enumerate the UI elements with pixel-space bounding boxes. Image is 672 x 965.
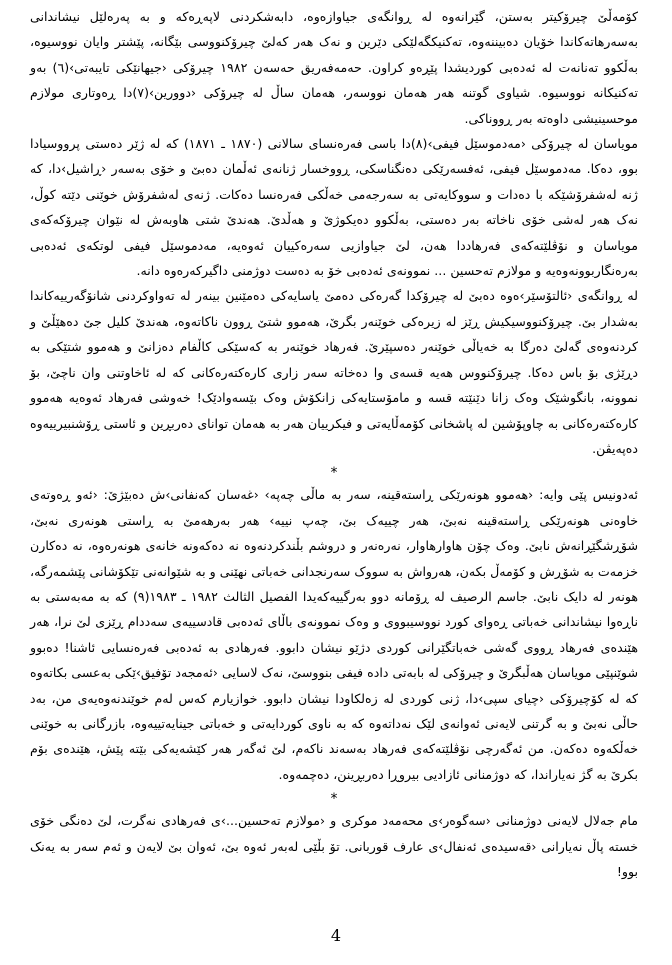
paragraph: لە ڕوانگەی ‹ئالتۆسێر›ەوە دەبێ لە چیرۆکدا گەرەکی دەمێ یاسایەکی دەمێنین بینەر لە تەواوکردنی شانۆگەرییەکاندا بەشدار بێ. چیرۆکنووسیکیش ڕێز لە زیرەکی خوێنەر بگرێ، هەموو شتێ ڕوون ناکاتەوە، هەندێ کلیل جێ دەهێڵێ و کردنەوەی گەلێ دەرگا بە خەیاڵی خوێنەر دەسپێرێ. فەرهاد خوێنەر بە کەسێکی کاڵفام دەزانێ و هەموو شتێکی بە دڕێژی بۆ باس دەکا. چیرۆکنووس هەیە قسەی وا دەخاتە سەر زاری کارەکتەرەکانی کە لە ئاخاوتنی وان ناچێ، بۆ نموونە، بانگوشێک وەک زانا دێنێتە قسە و مامۆستایەکی زانکۆش وەک بێسەوادێک! خەوشی فەرهاد ئەوەیە هەموو کارەکتەرەکانی بە چاوپۆشین لە پاشخانی کۆمەڵایەتی و فیکرییان هەر بە هەمان توانای دەربڕین و ئاستی ڕۆشنبیرییەوە دەپەیڤن. — [30, 288, 638, 456]
section-separator: * — [330, 465, 338, 482]
paragraph: مویاسان لە چیرۆکی ‹مەدموسێل فیفی›(٨)دا باسی فەرەنسای سالانی (١٨٧٠ ـ ١٨٧١) کە لە ژێر دەستی پرووسیادا بوو، دەکا. مەدموسێل فیفی، ئەفسەرێکی دەنگناسکی، ڕووخسار ژنانەی ئەڵمان دەبێ و خۆی بەسەر ‹ڕاشیل›دا، کە ژنە لەشفرۆشێکە با دەدات و سووکایەتی بە سەرجەمی خەڵکی فەرەنسا دەکات. ژنەی لەشفرۆش خوێنی دێتە کوڵ، نەک هەر لەشی خۆی ناخاتە بەر دەستی، بەڵکوو دەیکوژێ و هەڵدێ. هەندێ شتی هاوبەش لە نێوان چیرۆکەکەی مویاسان و نۆڤلێتەکەی فەرهاددا هەن، لێ جیاوازیی سەرەکییان ئەوەیە، مەدموسێل فیفی لوتکەی ئەدەبی بەرەنگاربوونەوەیە و مولازم تەحسین ... نموونەی ئەدەبی خۆ بە دەست دوژمنی داگیرکەرەوە دانە. — [30, 136, 638, 279]
paragraph: ئەدونیس پێی وایە: ‹هەموو هونەرێکی ڕاستەقینە، سەر بە ماڵی چەپە› ‹غەسان کەنفانی›ش دەبێژێ: ‹ئەو ڕەوتەی خاوەنی هونەرێکی ڕاستەقینە نەبێ، هەر چییەک بێ، چەپ نییە› هەر بەرهەمێ بە ڕاستی هونەری نەبێ، شۆڕشگێڕانەش نابێ. وەک چۆن هاوارهاوار، نەرەنەر و دروشم بڵندکردنەوە نە دەکەونە خانەی هونەرەوە، نە دەکارن خزمەت بە شۆڕش و کۆمەڵ بکەن، هەرواش بە سووک سەرنجدانی خەباتی نهێنی و بە شێوانەنی تێکۆشانی پێشمەرگە، هونەر لە دایک نابێ. جاسم الرصیف لە ڕۆمانە دوو بەرگییەکەیدا الفصیل الثالث ١٩٨٢ ـ ١٩٨٣(٩) کە بە مەبەستی بە ناڕەوا نیشاندانی خەباتی ڕەوای کورد نووسیبووی و وەک نموونەی باڵای ئەدەبی قادسییەی سەددام ڕێزی لێ نرا، هەر هێندەی فەرهاد ڕووی گەشی خەباتگێرانی کوردی دژێو نیشان دابوو. فەرهادی بە ئەدەبی فەرەنسایی ئاشنا! دەبوو شوێنپێی مویاسان هەڵبگرێ و چیرۆکی لە بابەتی دادە فیفی بنووسێ، نەک لاسایی ‹ئەمجەد تۆفیق›ێکی بەعسی بکاتەوە کە لە کۆچیرۆکی ‹چیای سپی›دا، ژنی کوردی لە زەلکاودا نیشان دابوو. خوازیارم کەس لەم خوێندنەوەیەی من، بەد حاڵی نەبێ و بە گرتنی لایەنی ئەوانەی لێک نەداتەوە کە بە ناوی کوردایەتی و خەباتی جینایەتییەوە، بازرگانی بە خوێنی خەڵکەوە دەکەن. من ئەگەرچی نۆڤلێتەکەی فەرهاد بەسەند ناکەم، لێ ئەگەر هەر کێشەیەکی بێتە پێش، هێندەی بۆم بکرێ بە گژ نەیاراندا، کە دوژمنانی ئازادیی بیروڕا دەربڕینن، دەچمەوە. — [30, 487, 638, 782]
paragraph: مام جەلال لایەنی دوژمنانی ‹سەگوەر›ی محەمەد موکری و ‹مولازم تەحسین...›ی فەرهادی نەگرت، لێ دەنگی خۆی خستە پاڵ نەیارانی ‹قەسیدەی ئەنفال›ی عارف قوربانی. تۆ بڵێی لەبەر ئەوە بێ، ئەوان بێ لایەن و ئەم سەر بە یەنک بوو! — [30, 813, 638, 879]
page-number: 4 — [330, 926, 342, 945]
body-text — [30, 4, 638, 884]
section-separator: * — [330, 791, 338, 808]
paragraph: کۆمەڵێ چیرۆکیتر بەستن، گێرانەوە لە ڕوانگەی جیاوازەوە، دابەشکردنی لاپەڕەکە و بە پەرەلێل نیشاندانی بەسەرهاتەکاندا خۆیان دەبیننەوە، تەکنیکگەلێکی دێرین و نەک هەر کەلێ چیرۆکنووسی بێگانە، پێشتر وایان نووسیوە، بەڵکوو تەنانەت لە ئەدەبی کوردیشدا پێڕەو کراون. حەمەفەریق حەسەن ١٩٨٢ چیرۆکی ‹جیهانێکی تایبەتی›(٦) بەو تەکنیکانە نووسیوە. شیاوی گوتنە هەر هەمان نووسەر، هەمان ساڵ لە چیرۆکی ‹دوورین›(٧)دا ڕەوتاری مولازم موحسینیشی داوەتە بەر ڕووناکی. — [30, 9, 639, 126]
